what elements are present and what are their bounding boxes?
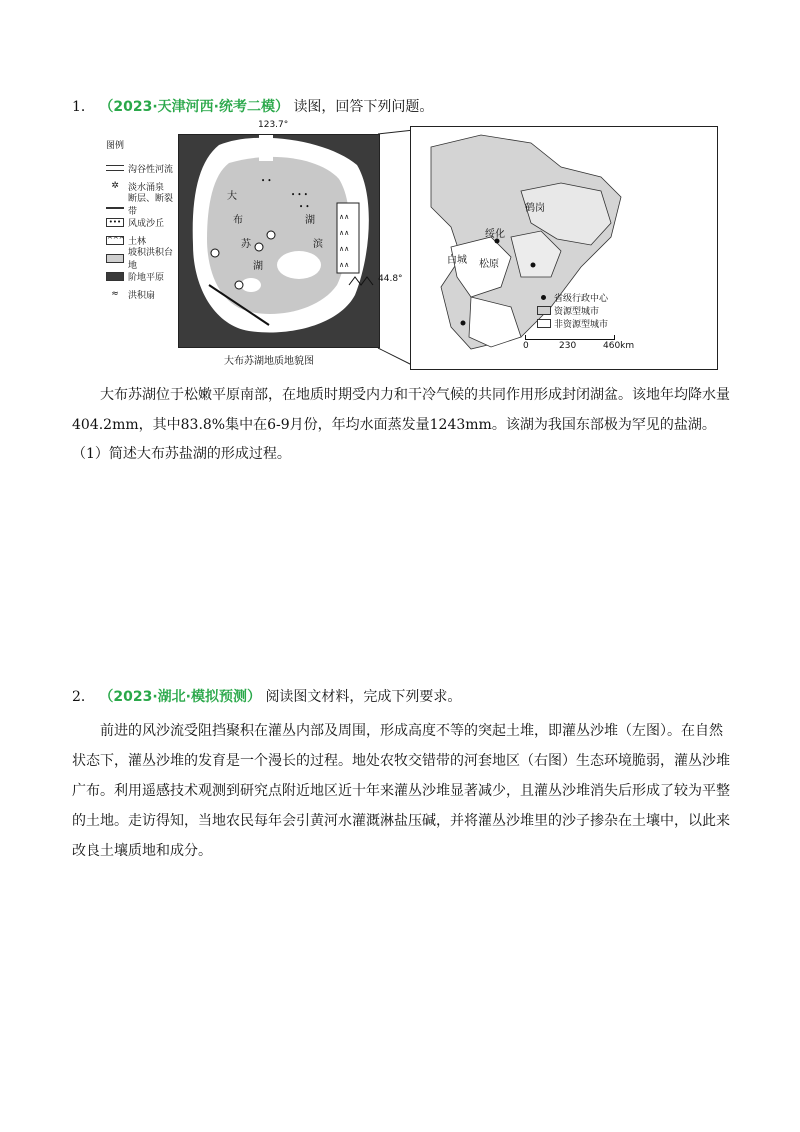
question-1-header: [72, 96, 732, 118]
question-2-number: 2．: [72, 689, 95, 705]
question-1-prompt: 读图，回答下列问题。: [293, 99, 434, 115]
legend-item: 断层、断裂带: [106, 195, 178, 213]
legend-item: ^^^ 土林: [107, 235, 147, 247]
lake-geology-map: • • • • • • • ∧∧ ∧∧ ∧∧ ∧∧ 大 布 苏 湖 湖 滨: [178, 134, 380, 348]
legend-item: 阶地平原: [106, 267, 178, 285]
right-map-legend: 省级行政中心 资源型城市 非资源型城市: [537, 291, 608, 330]
question-2: [72, 686, 732, 866]
latitude-label: 44.8°: [378, 274, 403, 284]
question-1-source: （2023·天津河西·统考二模）: [99, 99, 289, 115]
svg-text:• •: • •: [261, 177, 272, 185]
question-1-body: [72, 380, 732, 468]
question-2-header: [72, 686, 732, 708]
svg-text:• • •: • • •: [291, 191, 308, 199]
question-2-prompt: 阅读图文材料，完成下列要求。: [265, 689, 462, 705]
legend-item: ≈ 洪积扇: [111, 288, 156, 301]
question-1-number: 1．: [72, 99, 95, 115]
svg-text:∧∧: ∧∧: [339, 245, 350, 253]
question-1: [72, 96, 732, 118]
svg-text:∧∧: ∧∧: [339, 213, 350, 221]
scale-bar: 0 230 460km: [525, 335, 645, 355]
question-1-sub-question: （1）简述大布苏盐湖的形成过程。: [72, 446, 291, 462]
legend-item: ✲ 淡水涌泉: [111, 180, 165, 193]
svg-text:∧∧: ∧∧: [339, 229, 350, 237]
question-1-figure: [106, 120, 718, 370]
legend-title: 图例: [106, 141, 125, 151]
lake-geology-map-graphic: [179, 135, 379, 347]
left-map-caption: 大布苏湖地质地貌图: [224, 356, 314, 367]
legend-item: 沟谷性河流: [106, 159, 178, 177]
northeast-china-map-graphic: [411, 127, 717, 369]
northeast-china-map: 鹤岗 绥化 白城 松原 省级行政中心 资源型城市 非资源型城市 0 230 460km: [410, 126, 718, 370]
svg-text:• •: • •: [299, 203, 310, 211]
question-1-paragraph: 大布苏湖位于松嫩平原南部，在地质时期受内力和干冷气候的共同作用形成封闭湖盆。该地年均降水量404.2mm，其中83.8%集中在6-9月份，年均水面蒸发量1243mm。该湖为我国东部极为罕见的盐湖。: [72, 387, 730, 433]
question-2-source: （2023·湖北·模拟预测）: [99, 689, 261, 705]
map-legend: [106, 138, 178, 303]
svg-text:∧∧: ∧∧: [339, 261, 350, 269]
legend-item: ••• 风成沙丘: [106, 213, 178, 231]
question-2-paragraph: 前进的风沙流受阻挡聚积在灌丛内部及周围，形成高度不等的突起土堆，即灌丛沙堆（左图）。在自然状态下，灌丛沙堆的发育是一个漫长的过程。地处农牧交错带的河套地区（右图）生态环境脆弱，灌丛沙堆广布。利用遥感技术观测到研究点附近地区近十年来灌丛沙堆显著减少，且灌丛沙堆消失后形成了较为平整的土地。走访得知，当地农民每年会引黄河水灌溉淋盐压碱，并将灌丛沙堆里的沙子掺杂在土壤中，以此来改良土壤质地和成分。: [72, 723, 730, 859]
longitude-label: 123.7°: [258, 120, 289, 130]
legend-item: 坡积洪积台地: [106, 249, 178, 267]
